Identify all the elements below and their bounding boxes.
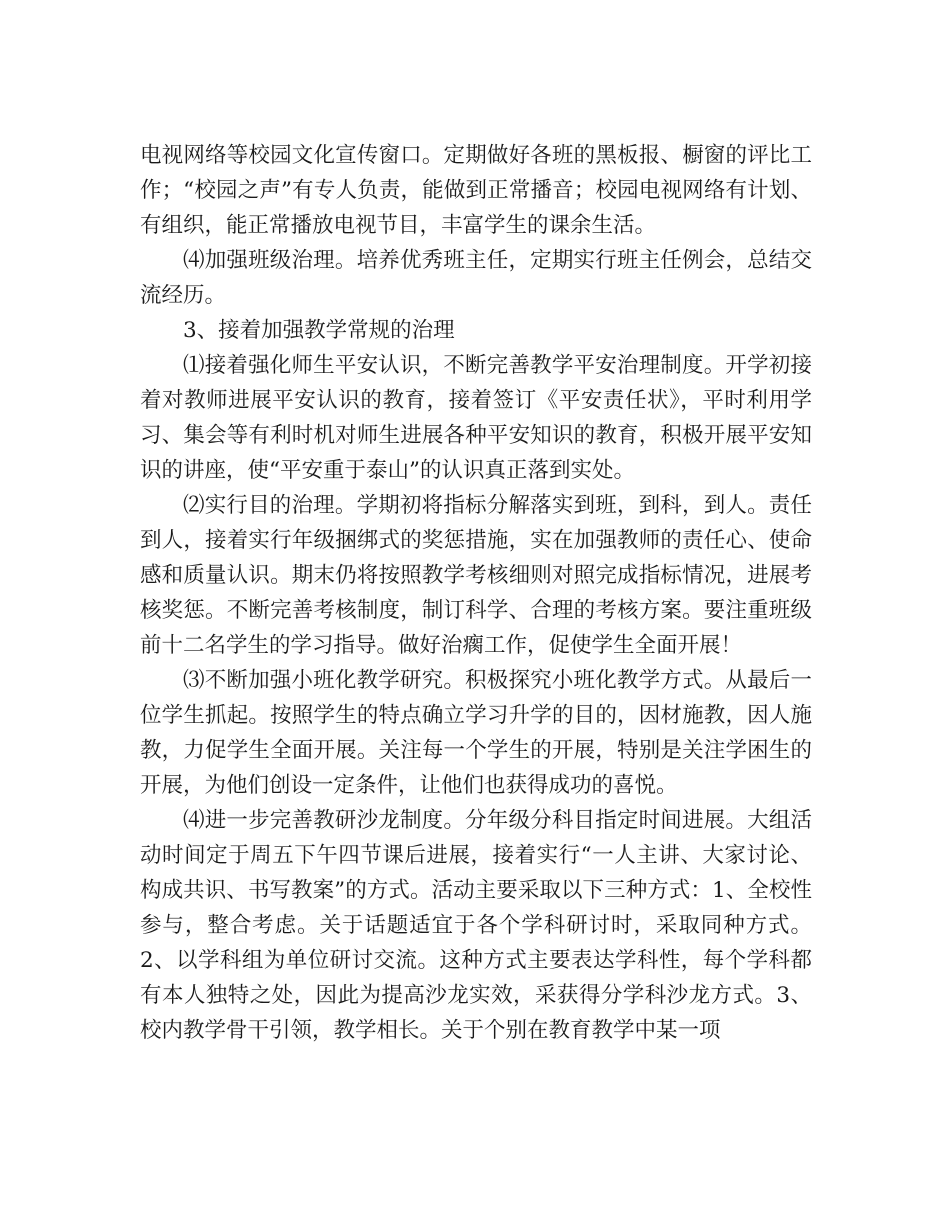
paragraph-class-management: ⑷加强班级治理。培养优秀班主任，定期实行班主任例会，总结交流经历。 — [140, 248, 812, 308]
document-page — [140, 138, 812, 1048]
paragraph-safety-awareness: ⑴接着强化师生平安认识，不断完善教学平安治理制度。开学初接着对教师进展平安认识的教育，接着签订《平安责任状》，平时利用学习、集会等有利时机对师生进展各种平安知识的教育，积极开展平安知识的讲座，使“平安重于泰山”的认识真正落到实处。 — [140, 353, 812, 483]
paragraph-goal-management: ⑵实行目的治理。学期初将指标分解落实到班，到科，到人。责任到人，接着实行年级捆绑式的奖惩措施，实在加强教师的责任心、使命感和质量认识。期末仍将按照教学考核细则对照完成指标情况，进展考核奖惩。不断完善考核制度，制订科学、合理的考核方案。要注重班级前十二名学生的学习指导。做好治瘸工作，促使学生全面开展！ — [140, 493, 812, 658]
paragraph-teaching-salon: ⑷进一步完善教研沙龙制度。分年级分科目指定时间进展。大组活动时间定于周五下午四节课后进展，接着实行“一人主讲、大家讨论、构成共识、书写教案”的方式。活动主要采取以下三种方式：1、全校性参与，整合考虑。关于话题适宜于各个学科研讨时，采取同种方式。2、以学科组为单位研讨交流。这种方式主要表达学科性，每个学科都有本人独特之处，因此为提高沙龙实效，采获得分学科沙龙方式。3、校内教学骨干引领，教学相长。关于个别在教育教学中某一项 — [140, 808, 812, 1043]
paragraph-campus-media: 电视网络等校园文化宣传窗口。定期做好各班的黑板报、橱窗的评比工作；“校园之声”有专人负责，能做到正常播音；校园电视网络有计划、有组织，能正常播放电视节目，丰富学生的课余生活。 — [140, 143, 812, 238]
section-heading-teaching-routine: 3、接着加强教学常规的治理 — [183, 318, 455, 343]
paragraph-small-class-research: ⑶不断加强小班化教学研究。积极探究小班化教学方式。从最后一位学生抓起。按照学生的特点确立学习升学的目的，因材施教，因人施教，力促学生全面开展。关注每一个学生的开展，特别是关注学困生的开展，为他们创设一定条件，让他们也获得成功的喜悦。 — [140, 668, 812, 798]
